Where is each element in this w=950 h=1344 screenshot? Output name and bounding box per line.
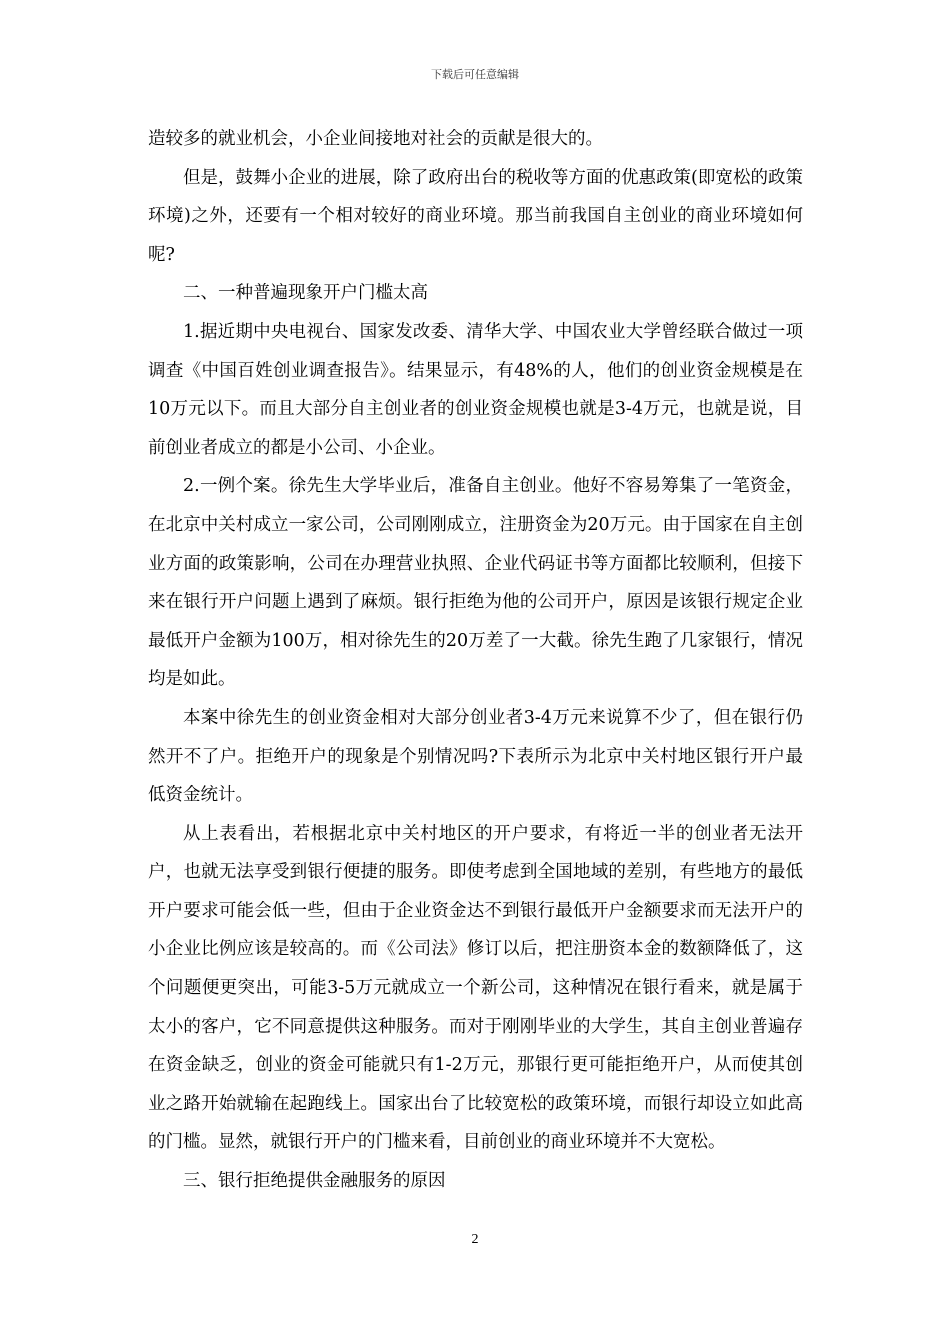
- paragraph-1: 造较多的就业机会，小企业间接地对社会的贡献是很大的。: [148, 129, 603, 149]
- section-heading-3: 三、银行拒绝提供金融服务的原因: [183, 1171, 446, 1192]
- page-number: 2: [471, 1232, 479, 1247]
- paragraph-case-analysis: 本案中徐先生的创业资金相对大部分创业者3-4万元来说算不少了，但在银行仍然开不了户。拒绝开户的现象是个别情况吗?下表所示为北京中关村地区银行开户最低资金统计。: [148, 707, 803, 806]
- paragraph-case: 2.一例个案。徐先生大学毕业后，准备自主创业。他好不容易筹集了一笔资金，在北京中关村成立一家公司，公司刚刚成立，注册资金为20万元。由于国家在自主创业方面的政策影响，公司在办理营业执照、企业代码证书等方面都比较顺利，但接下来在银行开户问题上遇到了麻烦。银行拒绝为他的公司开户，原因是该银行规定企业最低开户金额为100万，相对徐先生的20万差了一大截。徐先生跑了几家银行，情况均是如此。: [148, 476, 803, 690]
- section-heading-2: 二、一种普遍现象开户门槛太高: [183, 283, 428, 304]
- paragraph-survey: 1.据近期中央电视台、国家发改委、清华大学、中国农业大学曾经联合做过一项调查《中国百姓创业调查报告》。结果显示，有48%的人，他们的创业资金规模是在10万元以下。而且大部分自主创业者的创业资金规模也就是3-4万元，也就是说，目前创业者成立的都是小公司、小企业。: [148, 321, 803, 458]
- paragraph-2: 但是，鼓舞小企业的进展，除了政府出台的税收等方面的优惠政策(即宽松的政策环境)之外，还要有一个相对较好的商业环境。那当前我国自主创业的商业环境如何呢?: [148, 167, 803, 265]
- paragraph-table-analysis: 从上表看出，若根据北京中关村地区的开户要求，有将近一半的创业者无法开户，也就无法享受到银行便捷的服务。即使考虑到全国地域的差别，有些地方的最低开户要求可能会低一些，但由于企业资金达不到银行最低开户金额要求而无法开户的小企业比例应该是较高的。而《公司法》修订以后，把注册资本金的数额降低了，这个问题便更突出，可能3-5万元就成立一个新公司，这种情况在银行看来，就是属于太小的客户，它不同意提供这种服务。而对于刚刚毕业的大学生，其自主创业普遍存在资金缺乏，创业的资金可能就只有1-2万元，那银行更可能拒绝开户，从而使其创业之路开始就输在起跑线上。国家出台了比较宽松的政策环境，而银行却设立如此高的门槛。显然，就银行开户的门槛来看，目前创业的商业环境并不大宽松。: [148, 823, 803, 1153]
- page-header: 下载后可任意编辑: [431, 68, 519, 81]
- document-body: [148, 120, 803, 1201]
